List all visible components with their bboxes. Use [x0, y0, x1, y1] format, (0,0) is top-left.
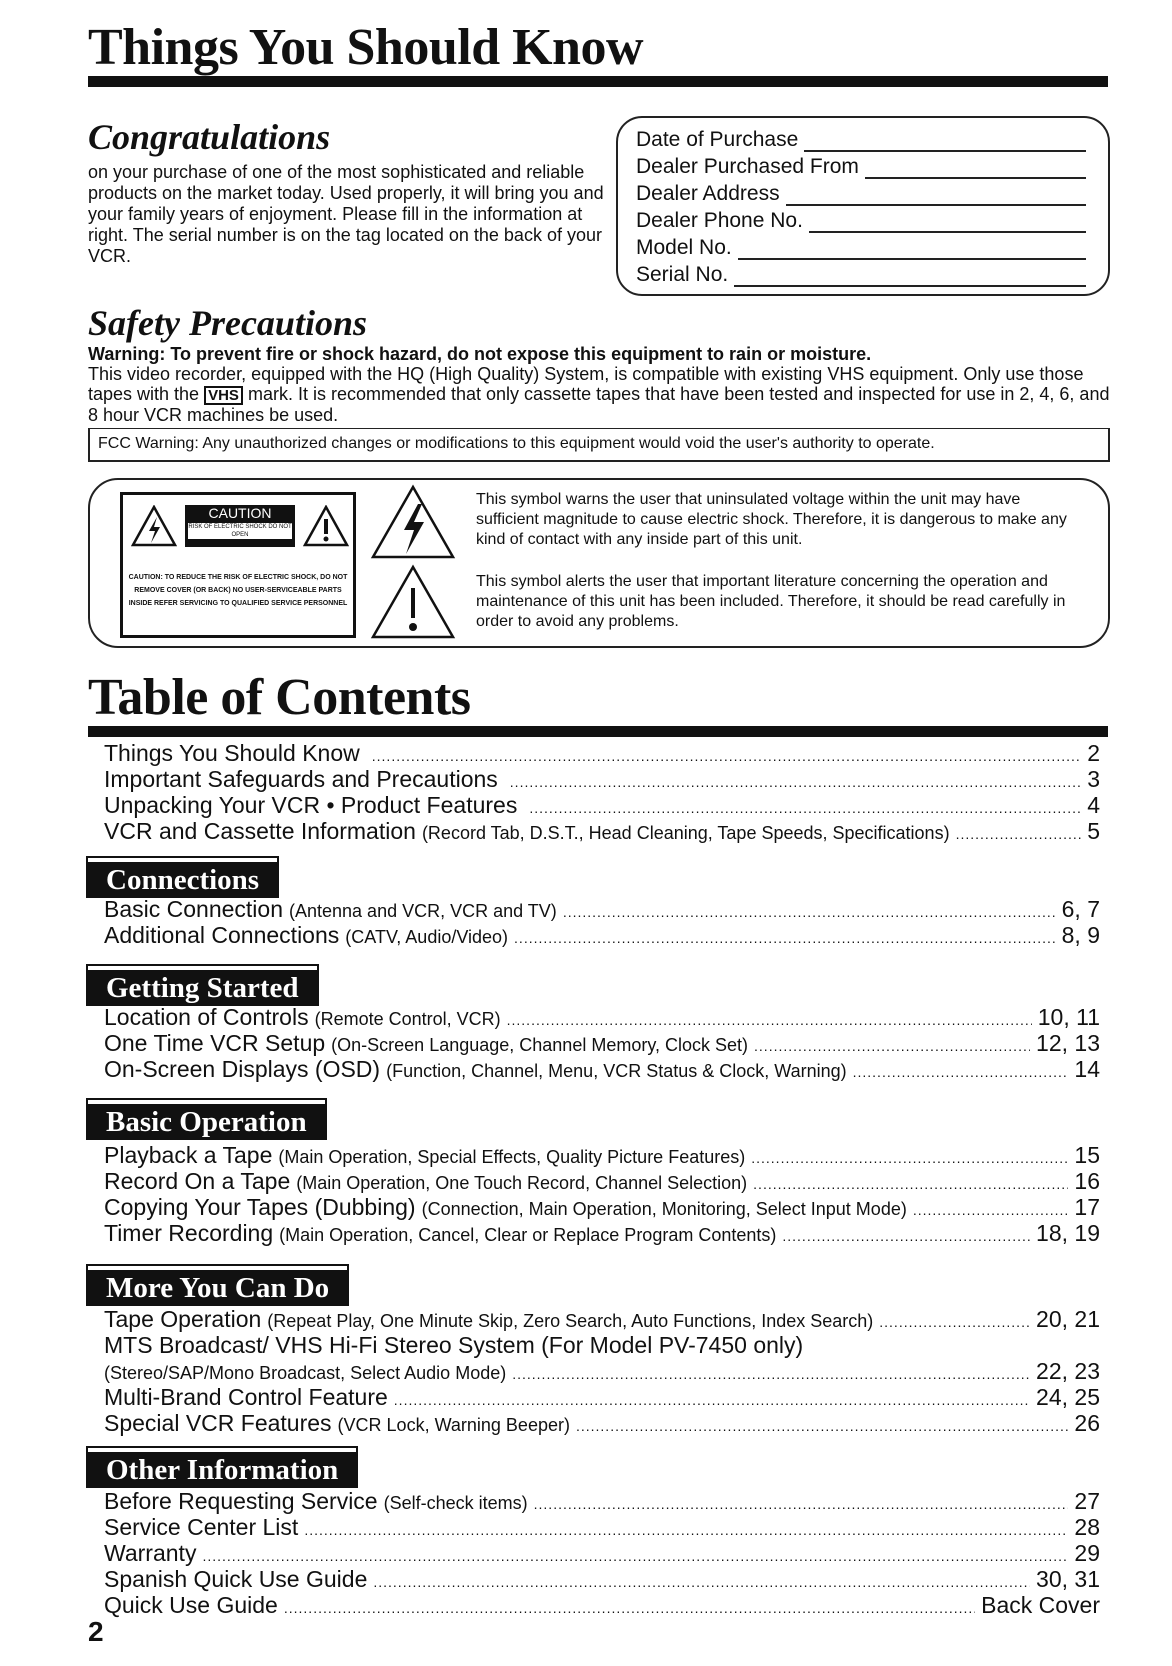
toc-note: (VCR Lock, Warning Beeper): [337, 1415, 570, 1435]
leader-dots: [913, 1202, 1069, 1218]
purchase-field: [636, 236, 1086, 260]
toc-row[interactable]: [104, 922, 1100, 948]
toc-label: Quick Use Guide: [104, 1592, 278, 1618]
fill-in-line[interactable]: [804, 136, 1086, 152]
toc-row[interactable]: [104, 1056, 1100, 1082]
leader-dots: [202, 1548, 1068, 1564]
toc-page: 29: [1074, 1540, 1100, 1566]
toc-label: Important Safeguards and Precautions: [104, 766, 498, 792]
toc-page: 12, 13: [1036, 1030, 1100, 1056]
section-header-basic-operation: Basic Operation: [88, 1100, 325, 1138]
page-number: 2: [88, 1616, 104, 1647]
toc-note: (Main Operation, Special Effects, Quality Picture Features): [278, 1147, 746, 1167]
toc-label: On-Screen Displays (OSD): [104, 1056, 381, 1082]
toc-row[interactable]: [104, 1488, 1100, 1514]
leader-dots: [879, 1314, 1030, 1330]
toc-row[interactable]: [104, 1566, 1100, 1592]
toc-page: 5: [1087, 818, 1100, 844]
toc-note: (Stereo/SAP/Mono Broadcast, Select Audio Mode): [104, 1363, 507, 1383]
toc-label: Service Center List: [104, 1514, 299, 1540]
toc-row[interactable]: [104, 1592, 1100, 1618]
exclamation-warning-icon: [370, 564, 456, 640]
caution-banner-text: CAUTION: [208, 505, 272, 521]
purchase-field: [636, 209, 1086, 233]
purchase-field-label: Dealer Purchased From: [636, 155, 859, 178]
purchase-field-label: Serial No.: [636, 263, 729, 286]
leader-dots: [514, 930, 1056, 946]
toc-row[interactable]: [104, 792, 1100, 818]
safety-body: [88, 364, 1118, 425]
toc-row[interactable]: [104, 1004, 1100, 1030]
toc-label: Timer Recording: [104, 1220, 274, 1246]
title-rule: [88, 76, 1108, 87]
toc-label: Copying Your Tapes (Dubbing): [104, 1194, 416, 1220]
leader-dots: [782, 1228, 1030, 1244]
purchase-field-label: Dealer Phone No.: [636, 209, 803, 232]
toc-label: Unpacking Your VCR • Product Features: [104, 792, 518, 818]
toc-label: Basic Connection: [104, 896, 283, 922]
congratulations-text: on your purchase of one of the most sophisticated and reliable products on the market today. Used properly, it will bring you and your family years of enjoyment. Please fill in the information at right. The serial number is on the tag located on the back of your VCR.: [88, 162, 604, 266]
leader-dots: [512, 1366, 1030, 1382]
leader-dots: [753, 1176, 1068, 1192]
toc-page: 14: [1074, 1056, 1100, 1082]
toc-row[interactable]: [104, 1332, 1100, 1358]
toc-label: Spanish Quick Use Guide: [104, 1566, 368, 1592]
caution-bolt-icon: [131, 505, 177, 547]
toc-label: Additional Connections: [104, 922, 340, 948]
toc-page: 26: [1074, 1410, 1100, 1436]
toc-section-basic-operation: [104, 1142, 1100, 1246]
toc-row[interactable]: [104, 1194, 1100, 1220]
leader-dots: [372, 748, 1081, 764]
fill-in-line[interactable]: [809, 217, 1086, 233]
caution-banner: [185, 505, 295, 547]
purchase-field-label: Dealer Address: [636, 182, 780, 205]
toc-page: 22, 23: [1036, 1358, 1100, 1384]
fill-in-line[interactable]: [738, 244, 1086, 260]
leader-dots: [304, 1522, 1068, 1538]
leader-dots: [751, 1150, 1068, 1166]
toc-row[interactable]: [104, 1358, 1100, 1384]
toc-row[interactable]: [104, 896, 1100, 922]
toc-section-more-you-can-do: [104, 1306, 1100, 1436]
toc-row[interactable]: [104, 818, 1100, 844]
toc-page: 4: [1087, 792, 1100, 818]
toc-label: Before Requesting Service: [104, 1488, 378, 1514]
toc-label: Special VCR Features: [104, 1410, 332, 1436]
toc-note: (CATV, Audio/Video): [345, 927, 509, 947]
toc-label: Playback a Tape: [104, 1142, 273, 1168]
safety-heading: Safety Precautions: [88, 303, 367, 343]
fill-in-line[interactable]: [865, 163, 1086, 179]
toc-page: Back Cover: [981, 1592, 1100, 1618]
toc-label: Multi-Brand Control Feature: [104, 1384, 388, 1410]
fill-in-line[interactable]: [786, 190, 1086, 206]
congratulations-heading: Congratulations: [88, 117, 331, 157]
caution-exclamation-icon: [303, 505, 349, 547]
purchase-field-label: Model No.: [636, 236, 732, 259]
toc-note: (Repeat Play, One Minute Skip, Zero Search, Auto Functions, Index Search): [267, 1311, 874, 1331]
leader-dots: [284, 1600, 975, 1616]
leader-dots: [507, 1012, 1032, 1028]
leader-dots: [576, 1418, 1068, 1434]
toc-page: 30, 31: [1036, 1566, 1100, 1592]
toc-note: (Antenna and VCR, VCR and TV): [289, 901, 557, 921]
section-header-more-you-can-do: More You Can Do: [88, 1266, 347, 1304]
leader-dots: [754, 1038, 1030, 1054]
toc-label: Tape Operation: [104, 1306, 262, 1332]
toc-row[interactable]: [104, 1306, 1100, 1332]
toc-note: (Record Tab, D.S.T., Head Cleaning, Tape Speeds, Specifications): [421, 823, 950, 843]
toc-title: Table of Contents: [88, 669, 471, 726]
toc-note: (Connection, Main Operation, Monitoring, Select Input Mode): [421, 1199, 907, 1219]
toc-page: 17: [1074, 1194, 1100, 1220]
vhs-mark: VHS: [204, 386, 243, 405]
leader-dots: [529, 800, 1081, 816]
toc-intro: [104, 740, 1100, 844]
toc-label: One Time VCR Setup: [104, 1030, 326, 1056]
toc-label: Warranty: [104, 1540, 197, 1566]
toc-row[interactable]: [104, 1540, 1100, 1566]
purchase-field: [636, 155, 1086, 179]
toc-note: (Function, Channel, Menu, VCR Status & Clock, Warning): [386, 1061, 847, 1081]
section-header-connections: Connections: [88, 858, 277, 896]
toc-page: 24, 25: [1036, 1384, 1100, 1410]
leader-dots: [534, 1496, 1069, 1512]
toc-rule: [88, 726, 1108, 737]
toc-row[interactable]: [104, 1168, 1100, 1194]
safety-body-text: This video recorder, equipped with the HQ (High Quality) System, is compatible with existing VHS equipment. Only use those tapes with the: [88, 364, 1084, 404]
toc-label: Location of Controls: [104, 1004, 309, 1030]
exclamation-symbol-text: This symbol alerts the user that important literature concerning the operation and maintenance of this unit has been included. Therefore, it should be read carefully in order to avoid any problems.: [476, 573, 1066, 630]
toc-note: (Remote Control, VCR): [314, 1009, 501, 1029]
toc-page: 16: [1074, 1168, 1100, 1194]
purchase-field: [636, 263, 1086, 287]
purchase-field: [636, 182, 1086, 206]
toc-row[interactable]: [104, 1384, 1100, 1410]
toc-page: 27: [1074, 1488, 1100, 1514]
toc-section-connections: [104, 896, 1100, 948]
toc-page: 15: [1074, 1142, 1100, 1168]
leader-dots: [853, 1064, 1069, 1080]
toc-page: 6, 7: [1061, 896, 1100, 922]
toc-label: VCR and Cassette Information: [104, 818, 416, 844]
toc-note: (Main Operation, Cancel, Clear or Replace Program Contents): [279, 1225, 777, 1245]
toc-row[interactable]: [104, 1142, 1100, 1168]
toc-section-other-information: [104, 1488, 1100, 1618]
lightning-bolt-warning-icon: [370, 484, 456, 560]
symbol-explanation-box: [88, 478, 1110, 648]
section-header-other-information: Other Information: [88, 1448, 356, 1486]
caution-label: [120, 492, 356, 638]
fill-in-line[interactable]: [734, 271, 1086, 287]
leader-dots: [510, 774, 1081, 790]
purchase-field: [636, 128, 1086, 152]
caution-fine-print: CAUTION: TO REDUCE THE RISK OF ELECTRIC SHOCK, DO NOT REMOVE COVER (OR BACK) NO USER-SERVICEABLE PARTS INSIDE REFER SERVICING TO QUALIFIED SERVICE PERSONNEL: [128, 574, 348, 607]
toc-label: MTS Broadcast/ VHS Hi-Fi Stereo System (For Model PV-7450 only): [104, 1332, 804, 1358]
toc-note: (On-Screen Language, Channel Memory, Clock Set): [331, 1035, 749, 1055]
toc-page: 2: [1087, 740, 1100, 766]
bolt-symbol-text: This symbol warns the user that uninsulated voltage within the unit may have sufficient magnitude to cause electric shock. Therefore, it is dangerous to make any kind of contact with any inside part of this unit.: [476, 491, 1067, 548]
toc-row[interactable]: [104, 1030, 1100, 1056]
purchase-info-box: [616, 116, 1110, 296]
toc-page: 28: [1074, 1514, 1100, 1540]
page-title: Things You Should Know: [88, 19, 644, 76]
toc-note: (Main Operation, One Touch Record, Channel Selection): [296, 1173, 748, 1193]
toc-page: 8, 9: [1061, 922, 1100, 948]
leader-dots: [563, 904, 1056, 920]
toc-label: Things You Should Know: [104, 740, 360, 766]
safety-body-text: mark. It is recommended that only cassette tapes that have been tested and inspected for use in 2, 4, 6, and 8 hour VCR machines be used.: [88, 384, 1110, 425]
toc-row[interactable]: [104, 740, 1100, 766]
toc-section-getting-started: [104, 1004, 1100, 1082]
toc-page: 18, 19: [1036, 1220, 1100, 1246]
toc-page: 10, 11: [1037, 1004, 1100, 1030]
toc-page: 20, 21: [1036, 1306, 1100, 1332]
caution-banner-small: RISK OF ELECTRIC SHOCK DO NOT OPEN: [188, 524, 292, 538]
purchase-field-label: Date of Purchase: [636, 128, 799, 151]
toc-row[interactable]: [104, 1220, 1100, 1246]
fcc-warning-box: FCC Warning: Any unauthorized changes or modifications to this equipment would void the user's authority to operate.: [88, 428, 1110, 462]
toc-note: (Self-check items): [383, 1493, 528, 1513]
toc-label: Record On a Tape: [104, 1168, 291, 1194]
toc-page: 3: [1087, 766, 1100, 792]
section-header-getting-started: Getting Started: [88, 966, 317, 1004]
toc-row[interactable]: [104, 1410, 1100, 1436]
leader-dots: [373, 1574, 1030, 1590]
leader-dots: [394, 1392, 1030, 1408]
toc-row[interactable]: [104, 766, 1100, 792]
toc-row[interactable]: [104, 1514, 1100, 1540]
safety-warning: Warning: To prevent fire or shock hazard, do not expose this equipment to rain or moisture.: [88, 344, 872, 364]
leader-dots: [956, 826, 1082, 842]
